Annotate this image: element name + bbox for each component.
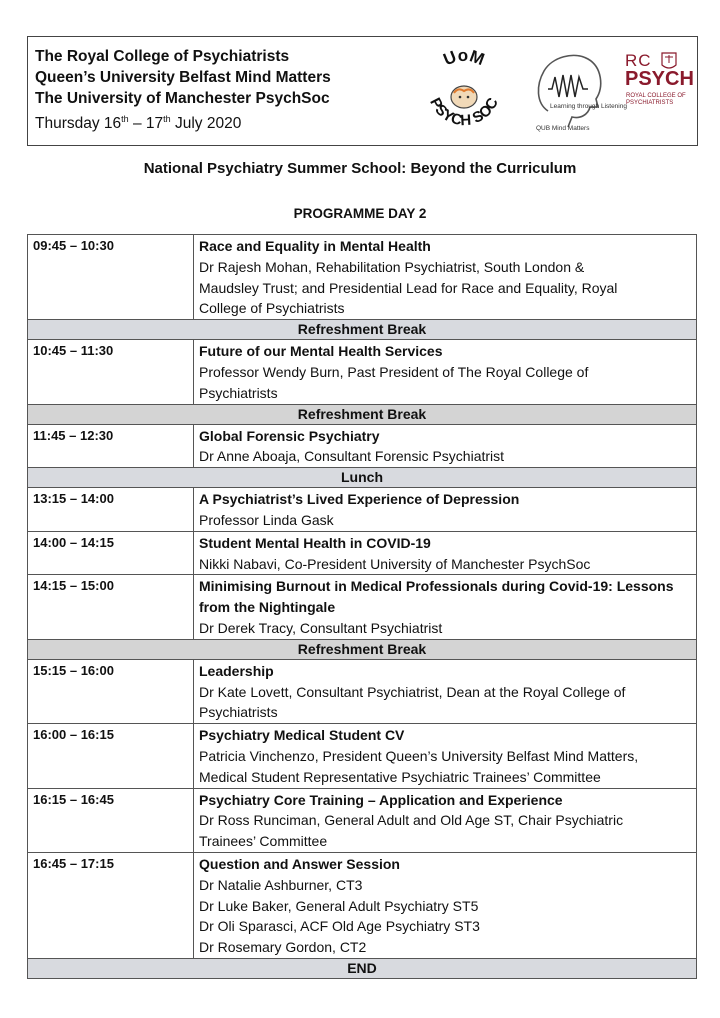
programme-day-title: PROGRAMME DAY 2 [293,206,427,221]
session-row [28,531,697,575]
session-time: 15:15 – 16:00 [28,659,194,723]
svg-text:UoM [441,47,487,69]
break-row [28,639,697,659]
session-time: 09:45 – 10:30 [28,235,194,320]
session-row [28,724,697,788]
qub-tagline: Learning through Listening [550,103,627,110]
session-title: Psychiatry Medical Student CV [199,727,405,744]
session-title: Minimising Burnout in Medical Professionals during Covid-19: Lessons [199,578,674,595]
session-time: 10:45 – 11:30 [28,340,194,404]
session-time: 14:15 – 15:00 [28,575,194,639]
uom-top-text: UoM [440,47,487,70]
qub-mind-matters-logo [522,45,627,139]
header-line-rcpsych: The Royal College of Psychiatrists [35,48,290,65]
session-details [194,659,697,723]
session-row [28,852,697,958]
rc-sub-text: ROYAL COLLEGE OF PSYCHIATRISTS [626,93,686,106]
session-speaker-line: Patricia Vinchenzo, President Queen’s University Belfast Mind Matters, [199,747,639,764]
session-speaker-line: Dr Oli Sparasci, ACF Old Age Psychiatry ST3 [199,918,480,935]
qub-name: QUB Mind Matters [536,125,590,132]
session-speaker-line: Maudsley Trust; and Presidential Lead for Race and Equality, Royal [199,279,618,296]
session-details [194,340,697,404]
break-label: Refreshment Break [28,320,697,340]
session-details [194,488,697,532]
session-row [28,788,697,852]
date-suffix: July 2020 [170,115,242,133]
session-title-continued: from the Nightingale [199,599,336,616]
uom-bottom-text: PSYCH SOC [426,95,502,130]
session-speaker-line: Nikki Nabavi, Co-President University of Manchester PsychSoc [199,555,591,572]
rc-main-text: PSYCH [625,68,694,90]
break-row [28,958,697,978]
session-title: Leadership [199,662,274,679]
session-row [28,488,697,532]
header-lines [35,46,331,134]
session-title: Question and Answer Session [199,855,400,872]
session-speaker-line: Medical Student Representative Psychiatric Trainees’ Committee [199,768,601,785]
session-details [194,575,697,639]
programme-table-body [28,235,697,979]
session-speaker-line: Professor Linda Gask [199,511,334,528]
session-details [194,788,697,852]
session-title: Psychiatry Core Training – Application and Experience [199,791,563,808]
summer-school-title: National Psychiatry Summer School: Beyond the Curriculum [143,160,577,177]
break-label: Refreshment Break [28,404,697,424]
rcpsych-logo [618,49,694,137]
header-line-uom: The University of Manchester PsychSoc [35,90,330,107]
rc-crest-icon [618,49,690,137]
session-speaker-line: College of Psychiatrists [199,300,345,317]
session-time: 14:00 – 14:15 [28,531,194,575]
programme-table [27,234,697,979]
session-row [28,659,697,723]
session-speaker-line: Dr Anne Aboaja, Consultant Forensic Psychiatrist [199,448,505,465]
session-speaker-line: Psychiatrists [199,704,278,721]
session-speaker-line: Dr Derek Tracy, Consultant Psychiatrist [199,619,443,636]
header-line-qub: Queen’s University Belfast Mind Matters [35,69,331,86]
session-title: A Psychiatrist’s Lived Experience of Depression [199,491,520,508]
header-box [27,36,698,146]
break-label: Refreshment Break [28,639,697,659]
session-title: Global Forensic Psychiatry [199,427,380,444]
session-time: 16:00 – 16:15 [28,724,194,788]
session-speaker-line: Trainees’ Committee [199,833,328,850]
session-speaker-line: Dr Rosemary Gordon, CT2 [199,939,367,956]
session-row [28,575,697,639]
date-prefix: Thursday 16 [35,115,122,133]
date-sup-2: th [163,114,171,124]
session-title: Race and Equality in Mental Health [199,238,431,254]
session-speaker-line: Dr Natalie Ashburner, CT3 [199,876,363,893]
break-label: END [28,958,697,978]
session-speaker-line: Dr Kate Lovett, Consultant Psychiatrist, Dean at the Royal College of [199,683,626,700]
date-mid: – 17 [128,115,164,133]
break-row [28,320,697,340]
session-speaker-line: Professor Wendy Burn, Past President of The Royal College of [199,363,589,380]
session-time: 16:45 – 17:15 [28,852,194,958]
break-label: Lunch [28,468,697,488]
session-row [28,424,697,468]
logos [414,45,692,139]
session-title: Future of our Mental Health Services [199,343,443,360]
session-speaker-line: Psychiatrists [199,384,278,401]
session-details [194,852,697,958]
session-time: 16:15 – 16:45 [28,788,194,852]
session-details [194,531,697,575]
session-speaker-line: Dr Luke Baker, General Adult Psychiatry ST5 [199,897,479,914]
session-time: 11:45 – 12:30 [28,424,194,468]
break-row [28,404,697,424]
session-speaker-line: Dr Ross Runciman, General Adult and Old Age ST, Chair Psychiatric [199,812,624,829]
date-sup-1: th [121,114,129,124]
session-title: Student Mental Health in COVID-19 [199,534,431,551]
break-row [28,468,697,488]
uom-psychsoc-logo [414,47,514,135]
session-speaker-line: Dr Rajesh Mohan, Rehabilitation Psychiatrist, South London & [199,258,585,275]
rc-top-text: RC [625,51,652,70]
header-date [35,109,331,134]
session-row [28,340,697,404]
session-details [194,424,697,468]
session-details [194,235,697,320]
session-time: 13:15 – 14:00 [28,488,194,532]
session-row [28,235,697,320]
session-details [194,724,697,788]
